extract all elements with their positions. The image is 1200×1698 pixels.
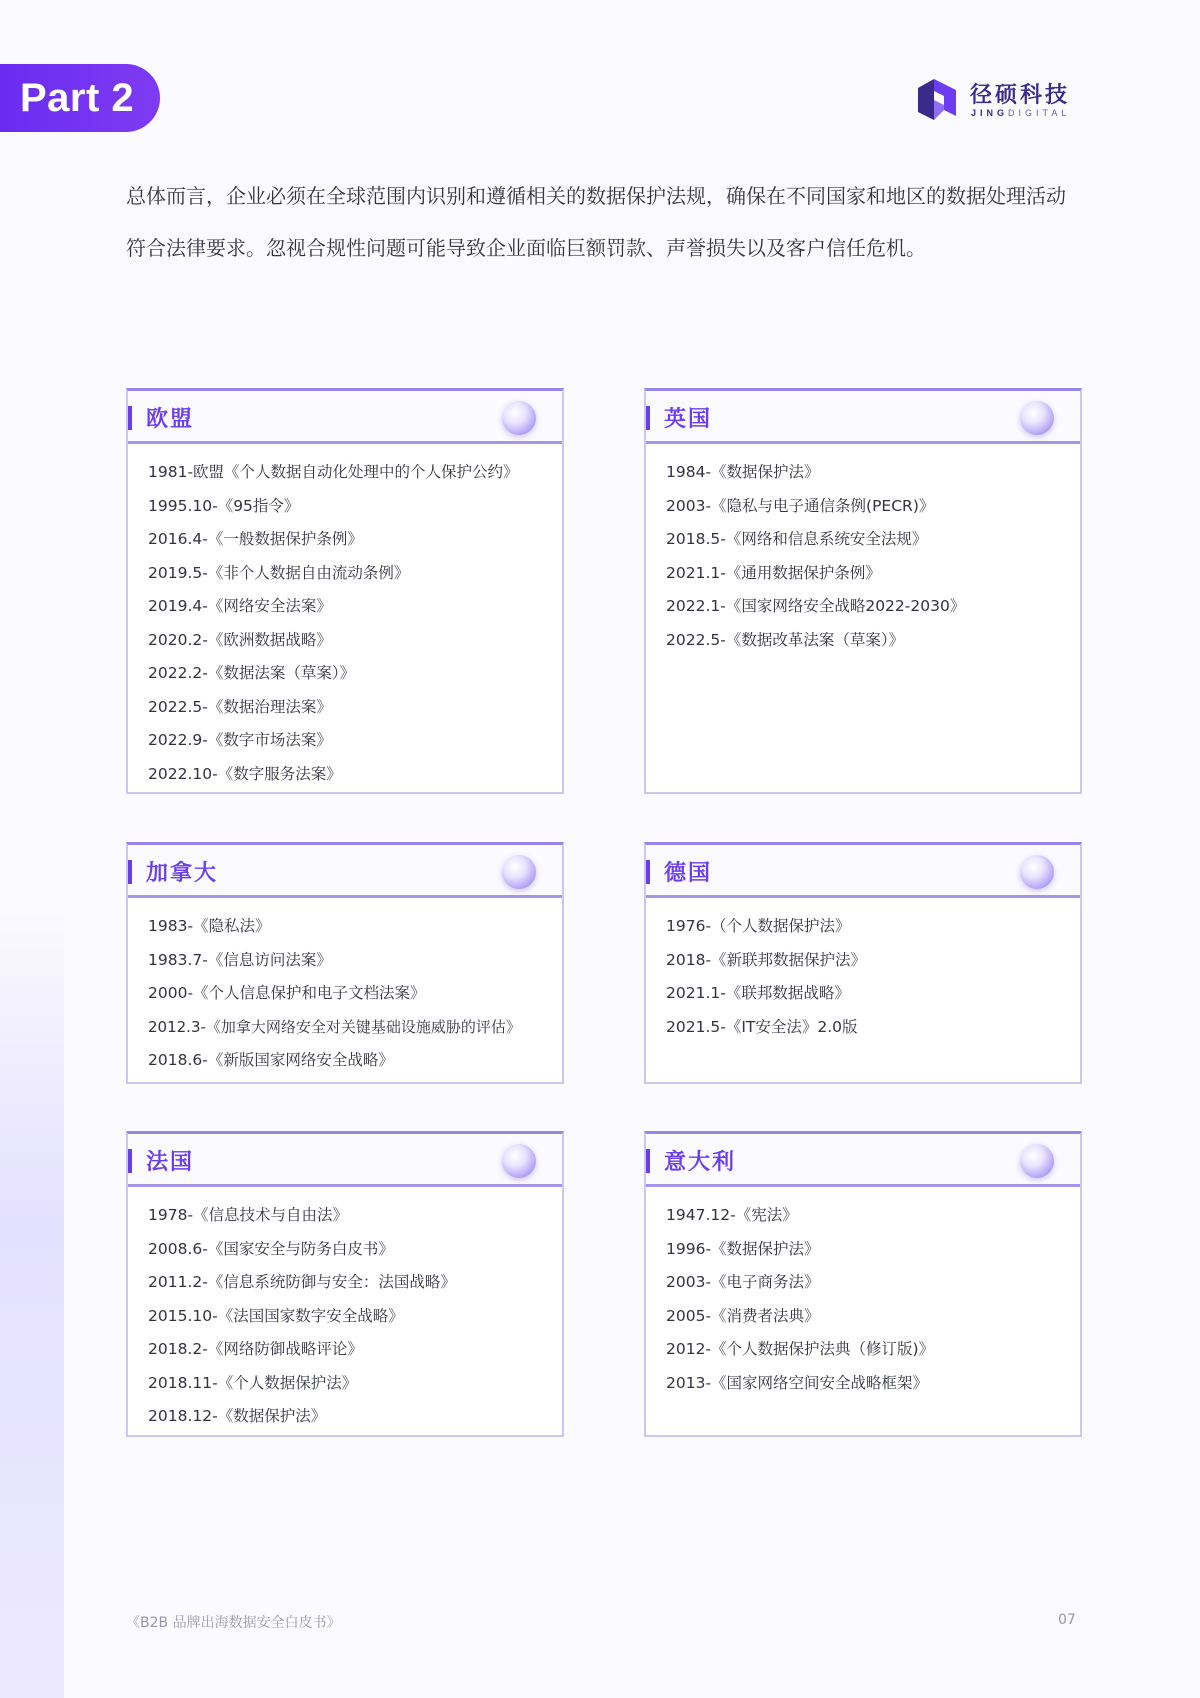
law-item: 2016.4-《一般数据保护条例》 xyxy=(148,530,363,548)
law-item: 1978-《信息技术与自由法》 xyxy=(148,1206,349,1224)
panel-header xyxy=(128,391,562,444)
accent-bar xyxy=(128,1149,132,1173)
side-decoration xyxy=(0,900,64,1698)
law-item: 2015.10-《法国国家数字安全战略》 xyxy=(148,1306,404,1325)
page-number: 07 xyxy=(1058,1612,1076,1628)
law-item: 2013-《国家网络空间安全战略框架》 xyxy=(666,1373,929,1392)
law-item: 1947.12-《宪法》 xyxy=(666,1206,798,1224)
law-item: 2000-《个人信息保护和电子文档法案》 xyxy=(148,984,426,1002)
panel-italy xyxy=(644,1131,1082,1437)
law-item: 2018.2-《网络防御战略评论》 xyxy=(148,1340,363,1358)
orb-icon xyxy=(1020,401,1054,435)
accent-bar xyxy=(128,406,132,430)
panel-title: 意大利 xyxy=(664,1150,737,1175)
accent-bar xyxy=(646,406,650,430)
orb-icon xyxy=(502,401,536,435)
law-item: 2021.5-《IT安全法》2.0版 xyxy=(666,1017,858,1036)
law-item: 2018.12-《数据保护法》 xyxy=(148,1407,327,1425)
law-item: 2019.4-《网络安全法案》 xyxy=(148,597,332,615)
panel-header xyxy=(128,845,562,898)
panel-eu xyxy=(126,388,564,794)
panel-uk xyxy=(644,388,1082,794)
panel-title: 英国 xyxy=(664,407,713,432)
law-item: 2018.11-《个人数据保护法》 xyxy=(148,1373,358,1392)
law-item: 1995.10-《95指令》 xyxy=(148,496,300,515)
law-item: 2022.1-《国家网络安全战略2022-2030》 xyxy=(666,597,966,615)
law-item: 2012-《个人数据保护法典（修订版)》 xyxy=(666,1340,935,1358)
law-item: 2019.5-《非个人数据自由流动条例》 xyxy=(148,563,410,582)
law-item: 2022.5-《数据改革法案（草案）》 xyxy=(666,630,905,649)
law-item: 1983-《隐私法》 xyxy=(148,917,271,935)
law-item: 2021.1-《联邦数据战略》 xyxy=(666,984,850,1002)
accent-bar xyxy=(128,860,132,884)
law-item: 1984-《数据保护法》 xyxy=(666,463,820,481)
law-item: 2022.2-《数据法案（草案）》 xyxy=(148,664,356,682)
panel-title: 加拿大 xyxy=(146,861,219,886)
law-item: 1981-欧盟《个人数据自动化处理中的个人保护公约》 xyxy=(148,463,519,481)
panel-header xyxy=(646,845,1080,898)
law-list xyxy=(128,898,562,1078)
law-item: 2011.2-《信息系统防御与安全：法国战略》 xyxy=(148,1273,456,1291)
law-item: 2003-《隐私与电子通信条例(PECR)》 xyxy=(666,496,935,515)
law-list xyxy=(128,1187,562,1434)
panel-france xyxy=(126,1131,564,1437)
law-list xyxy=(646,1187,1080,1400)
panel-title: 欧盟 xyxy=(146,407,195,432)
logo-mark-icon xyxy=(916,76,958,122)
panel-canada xyxy=(126,842,564,1084)
intro-paragraph: 总体而言，企业必须在全球范围内识别和遵循相关的数据保护法规，确保在不同国家和地区的数据处理活动符合法律要求。忽视合规性问题可能导致企业面临巨额罚款、声誉损失以及客户信任危机。 xyxy=(126,184,1066,260)
law-item: 2012.3-《加拿大网络安全对关键基础设施威胁的评估》 xyxy=(148,1017,521,1036)
law-item: 2021.1-《通用数据保护条例》 xyxy=(666,563,881,582)
accent-bar xyxy=(646,1149,650,1173)
law-item: 1983.7-《信息访问法案》 xyxy=(148,950,332,969)
logo-text-en: JINGDIGITAL xyxy=(971,108,1071,118)
law-item: 2022.5-《数据治理法案》 xyxy=(148,697,332,716)
orb-icon xyxy=(1020,1144,1054,1178)
law-list xyxy=(646,898,1080,1044)
law-item: 2022.10-《数字服务法案》 xyxy=(148,764,342,783)
orb-icon xyxy=(502,1144,536,1178)
law-item: 2008.6-《国家安全与防务白皮书》 xyxy=(148,1239,394,1258)
law-item: 2022.9-《数字市场法案》 xyxy=(148,731,332,749)
panel-germany xyxy=(644,842,1082,1084)
panel-title: 德国 xyxy=(664,861,713,886)
panel-header xyxy=(646,391,1080,444)
law-item: 2020.2-《欧洲数据战略》 xyxy=(148,630,332,649)
panel-header xyxy=(128,1134,562,1187)
law-item: 2018.6-《新版国家网络安全战略》 xyxy=(148,1051,394,1069)
law-item: 1976-（个人数据保护法》 xyxy=(666,917,851,935)
law-item: 2018-《新联邦数据保护法》 xyxy=(666,950,867,969)
law-list xyxy=(128,444,562,791)
law-item: 2018.5-《网络和信息系统安全法规》 xyxy=(666,530,928,548)
panel-header xyxy=(646,1134,1080,1187)
law-item: 1996-《数据保护法》 xyxy=(666,1239,820,1258)
law-list xyxy=(646,444,1080,657)
law-item: 2003-《电子商务法》 xyxy=(666,1273,820,1291)
part-label: Part 2 xyxy=(0,64,160,132)
logo-text-cn: 径硕科技 xyxy=(970,83,1071,108)
accent-bar xyxy=(646,860,650,884)
law-item: 2005-《消费者法典》 xyxy=(666,1306,820,1325)
panel-title: 法国 xyxy=(146,1150,195,1175)
footer-title: 《B2B 品牌出海数据安全白皮书》 xyxy=(126,1615,341,1631)
brand-logo xyxy=(916,76,1076,124)
orb-icon xyxy=(502,855,536,889)
orb-icon xyxy=(1020,855,1054,889)
